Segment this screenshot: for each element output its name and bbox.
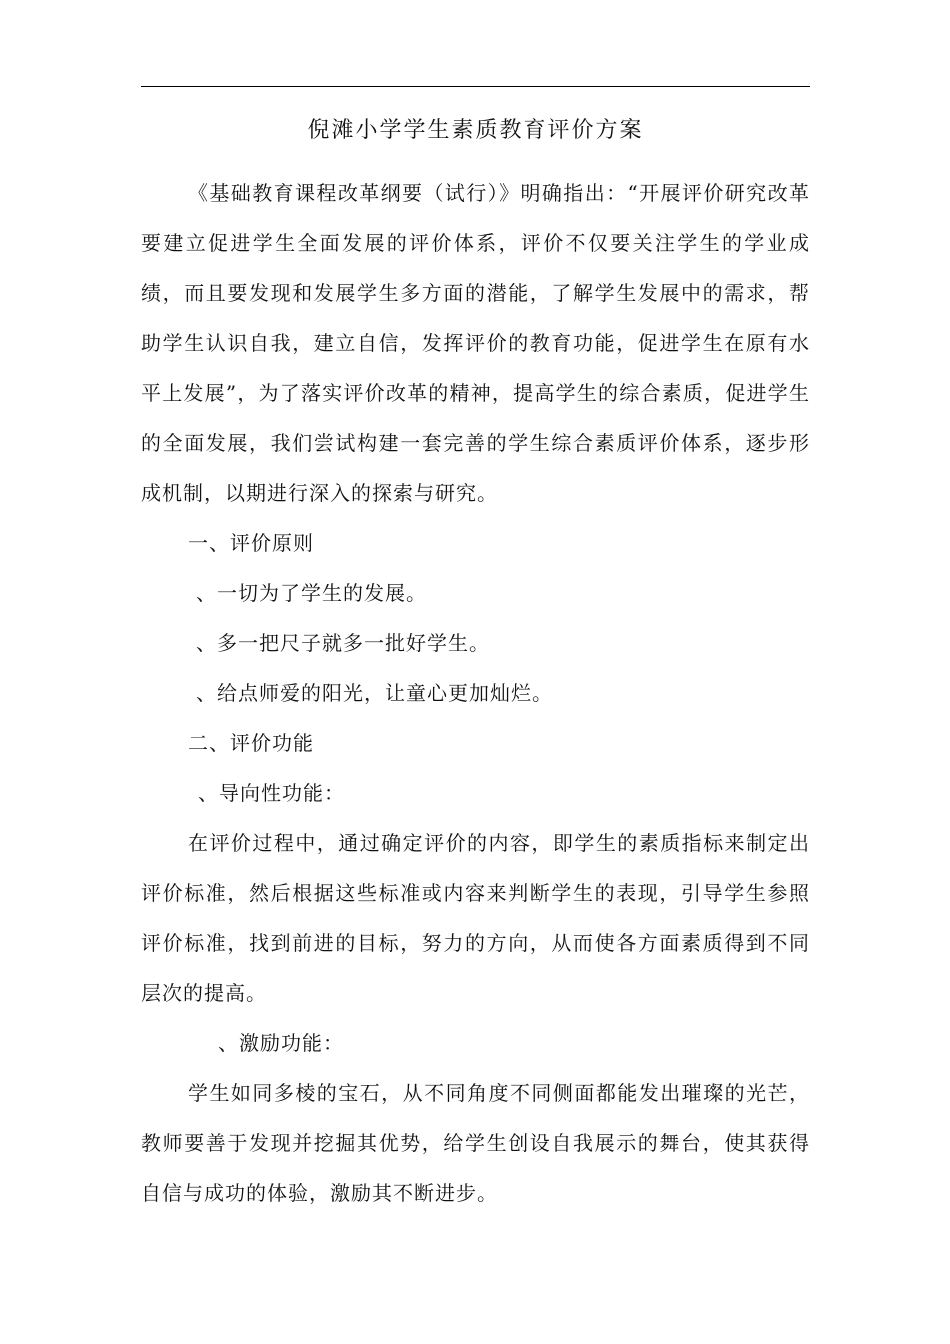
principle-item-1: 、一切为了学生的发展。	[196, 581, 427, 605]
principle-item-2: 、多一把尺子就多一批好学生。	[196, 631, 490, 655]
principle-item-3: 、给点师爱的阳光，让童心更加灿烂。	[196, 681, 553, 705]
header-rule	[141, 86, 810, 87]
section-heading-principles: 一、评价原则	[188, 531, 314, 555]
subsection-heading-guidance: 、导向性功能：	[198, 781, 345, 805]
guidance-paragraph: 在评价过程中，通过确定评价的内容，即学生的素质指标来制定出评价标准，然后根据这些标准或内容来判断学生的表现，引导学生参照评价标准，找到前进的目标，努力的方向，从而使各方面素质得到不同层次的提高。	[141, 831, 810, 1005]
intro-paragraph: 《基础教育课程改革纲要（试行）》明确指出：“开展评价研究改革要建立促进学生全面发展的评价体系，评价不仅要关注学生的学业成绩，而且要发现和发展学生多方面的潜能，了解学生发展中的需求，帮助学生认识自我，建立自信，发挥评价的教育功能，促进学生在原有水平上发展”，为了落实评价改革的精神，提高学生的综合素质，促进学生的全面发展，我们尝试构建一套完善的学生综合素质评价体系，逐步形成机制，以期进行深入的探索与研究。	[141, 181, 810, 505]
incentive-paragraph: 学生如同多棱的宝石，从不同角度不同侧面都能发出璀璨的光芒，教师要善于发现并挖掘其优势，给学生创设自我展示的舞台，使其获得自信与成功的体验，激励其不断进步。	[141, 1081, 810, 1205]
page-title: 倪滩小学学生素质教育评价方案	[307, 118, 644, 143]
section-heading-functions: 二、评价功能	[188, 731, 314, 755]
subsection-heading-incentive: 、激励功能：	[218, 1031, 344, 1055]
document-body	[141, 168, 810, 1218]
